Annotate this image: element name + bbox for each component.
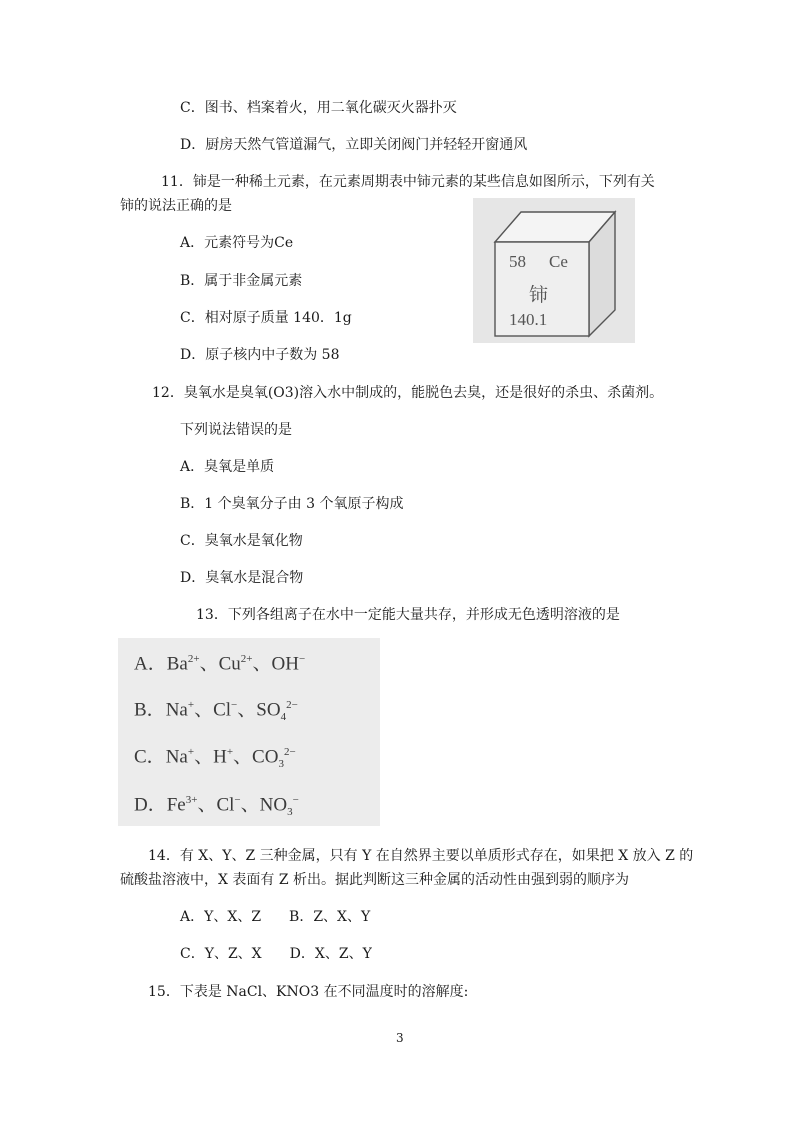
q14-stem-line2: 硫酸盐溶液中，X 表面有 Z 析出。据此判断这三种金属的活动性由强到弱的顺序为: [120, 872, 630, 888]
q13-option-a: A．$Ba^{2+}$、$Cu^{2+}$、OH−: [134, 653, 306, 675]
q12-option-a: A．臭氧是单质: [180, 459, 275, 475]
q15-stem: 15．下表是 NaCl、KNO3 在不同温度时的溶解度:: [148, 984, 469, 1000]
atomic-number: 58: [509, 252, 526, 271]
q13-option-d: D．$Fe^{3+}$、Cl−、$NO_3^-$: [134, 794, 299, 819]
element-name: 铈: [529, 284, 549, 306]
q11-option-c: C．相对原子质量 140．1g: [180, 310, 352, 326]
q13-option-b: B．Na+、Cl−、$SO_4^{2-}$: [134, 699, 298, 724]
page-number: 3: [396, 1031, 404, 1045]
atomic-mass: 140.1: [509, 310, 548, 329]
q12-stem-line1: 12．臭氧水是臭氧(O3)溶入水中制成的，能脱色去臭，还是很好的杀虫、杀菌剂。: [152, 385, 664, 401]
q13-option-c: C．Na+、H+、$CO_3^{2-}$: [134, 746, 296, 771]
q11-stem-line1: 11．铈是一种稀土元素，在元素周期表中铈元素的某些信息如图所示，下列有关: [161, 174, 655, 190]
q10-option-c: C．图书、档案着火，用二氧化碳灭火器扑灭: [180, 100, 457, 116]
element-card-figure: [473, 198, 635, 343]
q12-option-c: C．臭氧水是氧化物: [180, 533, 303, 549]
q13-options-scan: [118, 638, 380, 826]
q12-option-b: B．1 个臭氧分子由 3 个氧原子构成: [180, 496, 404, 512]
q10-option-d: D．厨房天然气管道漏气，立即关闭阀门并轻轻开窗通风: [180, 137, 528, 153]
element-symbol: Ce: [549, 252, 568, 271]
q14-options-cd: C．Y、Z、X D．X、Z、Y: [180, 946, 372, 962]
q11-stem-line2: 铈的说法正确的是: [120, 198, 232, 214]
q11-option-b: B．属于非金属元素: [180, 273, 303, 289]
q12-stem-line2: 下列说法错误的是: [180, 422, 292, 438]
q12-option-d: D．臭氧水是混合物: [180, 570, 304, 586]
q11-option-d: D．原子核内中子数为 58: [180, 347, 340, 363]
q14-options-ab: A．Y、X、Z B．Z、X、Y: [180, 909, 371, 925]
q14-stem-line1: 14．有 X、Y、Z 三种金属，只有 Y 在自然界主要以单质形式存在，如果把 X 放入 Z 的: [148, 848, 694, 864]
q11-option-a: A．元素符号为Ce: [180, 235, 294, 251]
q13-stem: 13．下列各组离子在水中一定能大量共存，并形成无色透明溶液的是: [196, 607, 620, 623]
